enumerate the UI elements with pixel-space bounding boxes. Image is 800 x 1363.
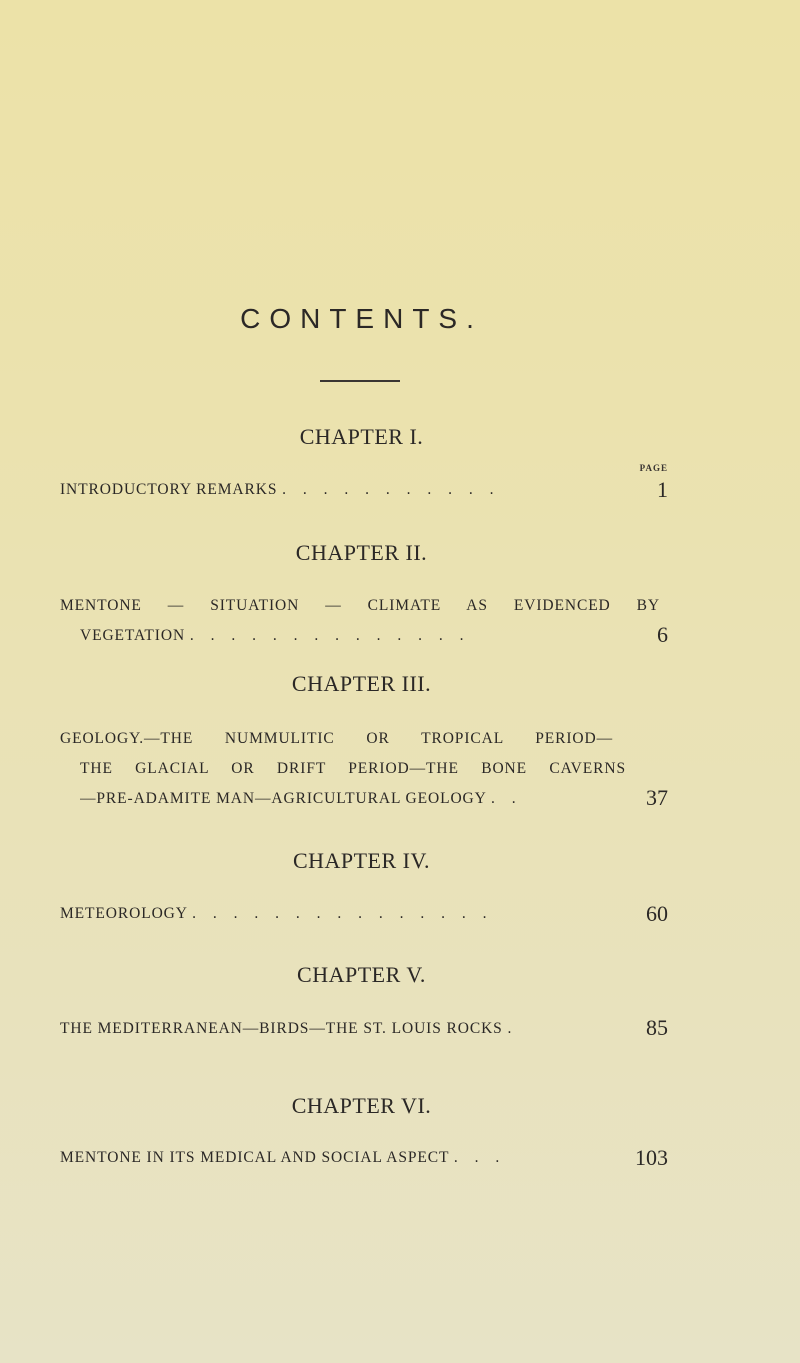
- chapter-5-heading: CHAPTER V.: [297, 962, 426, 987]
- title-divider: [320, 380, 400, 382]
- chapter-6-line-1: MENTONE IN ITS MEDICAL AND SOCIAL ASPECT: [60, 1149, 450, 1166]
- leader-dots: . . .: [453, 1149, 506, 1166]
- chapter-5-line-1: THE MEDITERRANEAN—BIRDS—THE ST. LOUIS ROCKS: [60, 1020, 503, 1037]
- chapter-2-line-2: [80, 627, 615, 645]
- chapter-6-page: 103: [635, 1145, 668, 1170]
- chapter-2-line-1: MENTONE — SITUATION — CLIMATE AS EVIDENCED BY: [60, 597, 660, 614]
- chapter-4-line-1: METEOROLOGY: [60, 905, 188, 922]
- leader-dots: . .: [490, 790, 523, 807]
- chapter-3-line-3-text: —PRE-ADAMITE MAN—AGRICULTURAL GEOLOGY: [80, 790, 487, 807]
- chapter-1-page: 1: [657, 477, 668, 502]
- chapter-1-title: [60, 481, 615, 499]
- chapter-2-heading: CHAPTER II.: [295, 540, 428, 565]
- chapter-1-heading: CHAPTER I.: [299, 424, 424, 449]
- page-column-label: PAGE: [639, 463, 668, 473]
- leader-dots: . . . . . . . . . . . . . .: [189, 627, 470, 644]
- chapter-4-title: [60, 905, 615, 923]
- chapter-5-title: [60, 1020, 615, 1038]
- leader-dots: .: [507, 1020, 518, 1037]
- chapter-4-heading: CHAPTER IV.: [292, 848, 431, 873]
- chapter-3-page: 37: [646, 785, 668, 810]
- page-title: CONTENTS.: [240, 303, 483, 334]
- chapter-3-heading: CHAPTER III.: [291, 671, 432, 696]
- chapter-4-page: 60: [646, 901, 668, 926]
- chapter-3-line-2: THE GLACIAL OR DRIFT PERIOD—THE BONE CAVERNS: [80, 760, 626, 777]
- chapter-6-title: [60, 1149, 615, 1167]
- chapter-1-line-1: INTRODUCTORY REMARKS: [60, 481, 278, 498]
- leader-dots: . . . . . . . . . . . . . . .: [192, 905, 493, 922]
- chapter-3-line-3: [80, 790, 615, 808]
- leader-dots: . . . . . . . . . . .: [282, 481, 501, 498]
- chapter-3-line-1: GEOLOGY.—THE NUMMULITIC OR TROPICAL PERIOD—: [60, 730, 613, 747]
- chapter-2-line-2-text: VEGETATION: [80, 627, 186, 644]
- chapter-5-page: 85: [646, 1015, 668, 1040]
- chapter-6-heading: CHAPTER VI.: [291, 1093, 432, 1118]
- chapter-2-page: 6: [657, 622, 668, 647]
